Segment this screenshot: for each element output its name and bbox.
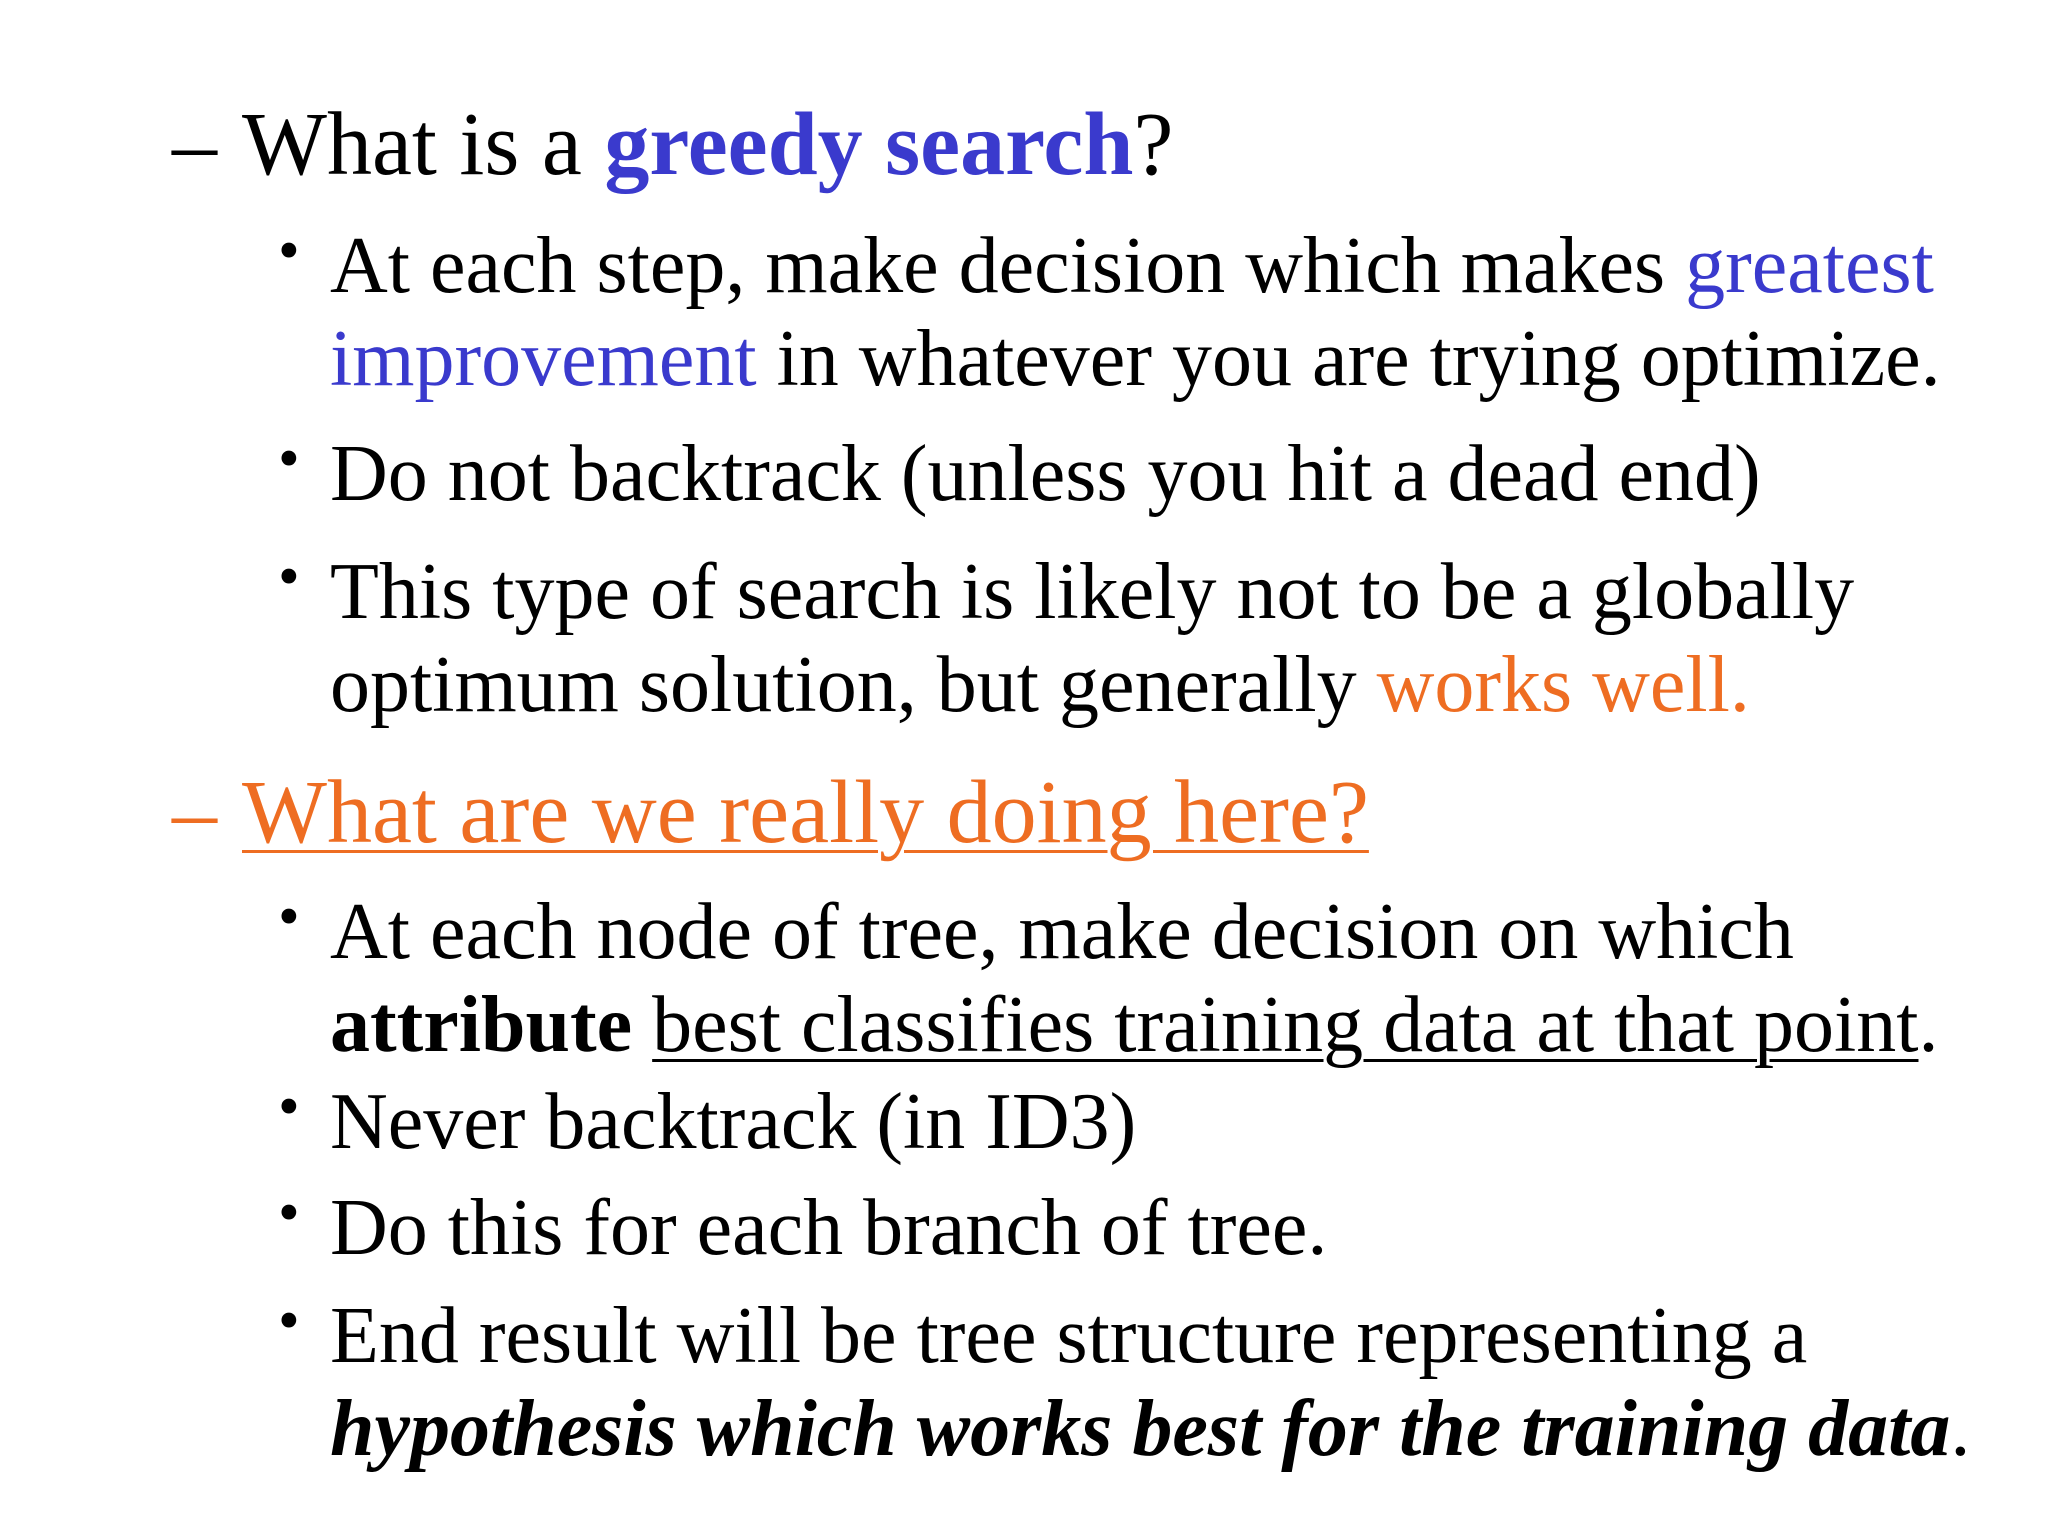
bullet-dot: • — [278, 1073, 300, 1141]
bullet-text — [330, 886, 1938, 1072]
greatest-highlight: greatest — [1685, 222, 1934, 310]
dash-marker: – — [172, 763, 217, 862]
bullet-line — [330, 639, 1854, 732]
list-item — [278, 1179, 1978, 1277]
list-item — [278, 1073, 1978, 1171]
dash-marker: – — [172, 95, 217, 194]
bullet-dot: • — [278, 1179, 300, 1247]
bullet-text — [330, 220, 1941, 406]
improvement-highlight: improvement — [330, 314, 757, 403]
attribute-bold: attribute — [330, 980, 633, 1069]
bullet-text — [330, 428, 1761, 521]
bullet-dot: • — [278, 1287, 300, 1355]
works-well-highlight: works well. — [1376, 640, 1750, 729]
text-span: optimum solution, but generally — [330, 640, 1377, 729]
bullet-line: Do this for each branch of tree. — [330, 1184, 1328, 1272]
section-2-heading — [172, 763, 1472, 868]
bullet-line — [330, 313, 1941, 406]
bullet-dot: • — [278, 543, 300, 611]
bullet-text — [330, 1182, 1327, 1275]
list-item — [278, 543, 1978, 736]
bullet-dot: • — [278, 425, 300, 493]
greedy-search-highlight: greedy search — [604, 95, 1134, 194]
bullet-line — [330, 979, 1938, 1072]
bullet-line — [330, 220, 1941, 313]
bullet-line — [330, 1383, 1970, 1476]
text-span — [632, 981, 652, 1069]
section-2-title: What are we really doing here? — [242, 763, 1369, 862]
bullet-text — [330, 1290, 1970, 1476]
bullet-line: End result will be tree structure representing a — [330, 1292, 1808, 1380]
list-item — [278, 883, 1978, 1076]
bullet-line: Do not backtrack (unless you hit a dead end) — [330, 430, 1761, 518]
list-item — [278, 1287, 1998, 1480]
text-span: At each step, make decision which makes — [330, 222, 1686, 310]
bullet-dot: • — [278, 883, 300, 951]
bullet-line: Never backtrack (in ID3) — [330, 1078, 1137, 1166]
best-classifies-underline: best classifies training data at that point — [652, 980, 1919, 1069]
heading-prefix: What is a — [242, 95, 605, 194]
section-1-title — [242, 95, 1174, 194]
bullet-line: This type of search is likely not to be a globally — [330, 548, 1855, 636]
section-1-heading — [172, 95, 1272, 200]
bullet-text — [330, 1076, 1136, 1169]
text-span: in whatever you are trying optimize. — [756, 314, 1941, 403]
hypothesis-bold-italic: hypothesis which works best for the training data — [330, 1384, 1951, 1473]
text-span: . — [1950, 1384, 1971, 1473]
bullet-text — [330, 546, 1854, 732]
list-item — [278, 217, 1978, 410]
heading-suffix: ? — [1133, 95, 1174, 194]
text-span: . — [1918, 980, 1939, 1069]
bullet-dot: • — [278, 217, 300, 285]
bullet-line: At each node of tree, make decision on which — [330, 888, 1794, 976]
list-item — [278, 425, 1978, 523]
